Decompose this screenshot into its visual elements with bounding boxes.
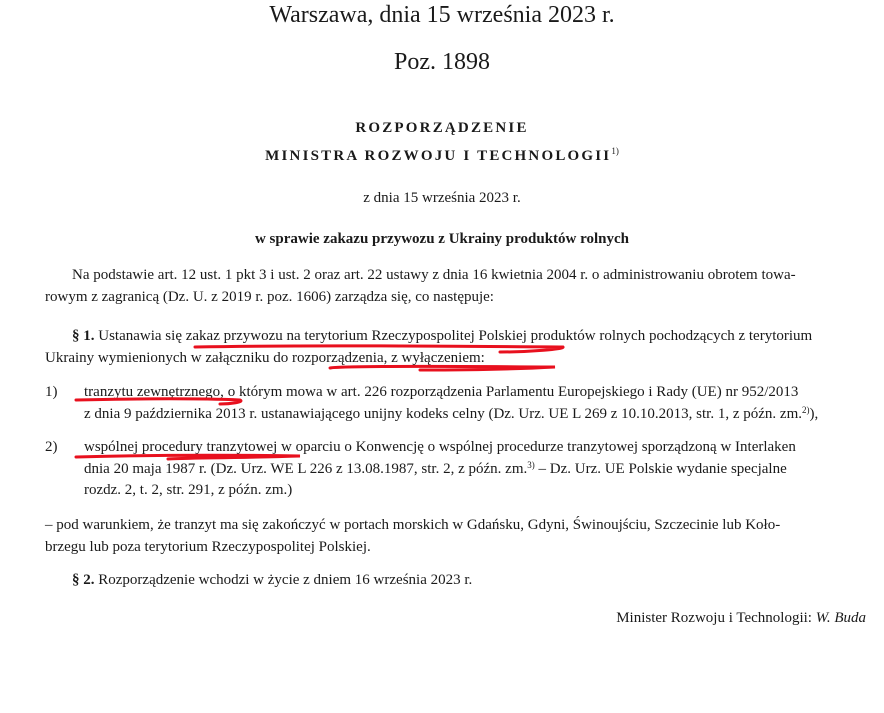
- conditions-line1: – pod warunkiem, że tranzyt ma się zakończyć w portach morskich w Gdańsku, Gdyni, Świnoujściu, Szczecinie lub Koło-: [45, 517, 781, 533]
- document-title-line1: ROZPORZĄDZENIE: [355, 120, 529, 136]
- item1-line2-end: ),: [809, 406, 819, 422]
- signature-label: Minister Rozwoju i Technologii:: [616, 610, 816, 626]
- item2-line2-text: dnia 20 maja 1987 r. (Dz. Urz. WE L 226 z 13.08.1987, str. 2, z późn. zm.: [84, 461, 528, 477]
- section1-highlight-ban: zakaz przywozu na terytorium Rzeczypospolitej Polskiej: [185, 328, 527, 344]
- item1-line1: [84, 384, 798, 401]
- document-position-number: Poz. 1898: [394, 49, 490, 75]
- document-subject: w sprawie zakazu przywozu z Ukrainy produktów rolnych: [254, 231, 630, 247]
- item2-line3: rozdz. 2, t. 2, str. 291, z późn. zm.): [84, 482, 293, 498]
- document-title-line2: [0, 146, 884, 165]
- document-header-place-date: Warszawa, dnia 15 września 2023 r.: [269, 2, 615, 28]
- section1-text-d: Ukrainy wymienionych w załączniku do rozporządzenia,: [45, 350, 392, 366]
- signature: [616, 610, 866, 627]
- item2-line1: [84, 439, 796, 456]
- section1-highlight-exclusion: z wyłączeniem:: [391, 350, 485, 366]
- conditions-line2: brzegu lub poza terytorium Rzeczypospolitej Polskiej.: [45, 539, 371, 555]
- item1-number: 1): [45, 384, 58, 400]
- item2-text: w oparciu o Konwencję o wspólnej procedurze tranzytowej sporządzoną w Interlaken: [277, 439, 796, 455]
- section1-line2: [45, 350, 485, 367]
- item2-line2-end: – Dz. Urz. UE Polskie wydanie specjalne: [534, 461, 787, 477]
- item1-highlight: tranzytu zewnętrznego,: [84, 384, 224, 400]
- item2-footnote-ref: 3): [527, 460, 535, 470]
- section2-mark: § 2.: [72, 572, 95, 588]
- section1-text-c: produktów rolnych pochodzących z terytorium: [526, 328, 813, 344]
- item2-highlight: wspólnej procedury tranzytowej: [84, 439, 278, 455]
- title-footnote-ref: 1): [611, 146, 619, 156]
- item1-footnote-ref: 2): [802, 405, 810, 415]
- document-date-line: z dnia 15 września 2023 r.: [363, 190, 521, 206]
- item2-number: 2): [45, 439, 58, 455]
- document-title-authority: MINISTRA ROZWOJU I TECHNOLOGII: [265, 148, 612, 164]
- item1-line2-text: z dnia 9 października 2013 r. ustanawiającego unijny kodeks celny (Dz. Urz. UE L 269 z 10.10.2013, str. 1, z późn. zm.: [84, 406, 802, 422]
- signature-name: W. Buda: [815, 610, 866, 626]
- item1-line2: [84, 406, 818, 423]
- section2-text: Rozporządzenie wchodzi w życie z dniem 16 września 2023 r.: [94, 572, 473, 588]
- section1-line1: [72, 328, 812, 345]
- preamble-line2: rowym z zagranicą (Dz. U. z 2019 r. poz. 1606) zarządza się, co następuje:: [45, 289, 494, 305]
- item1-text: o którym mowa w art. 226 rozporządzenia Parlamentu Europejskiego i Rady (UE) nr 952/2013: [223, 384, 799, 400]
- section2-line: [72, 572, 472, 589]
- item2-line2: [84, 461, 787, 478]
- preamble-line1: Na podstawie art. 12 ust. 1 pkt 3 i ust. 2 oraz art. 22 ustawy z dnia 16 kwietnia 2004 r. o administrowaniu obrotem towa-: [72, 267, 796, 283]
- section1-text-a: Ustanawia się: [98, 328, 186, 344]
- section1-mark: § 1.: [72, 328, 95, 344]
